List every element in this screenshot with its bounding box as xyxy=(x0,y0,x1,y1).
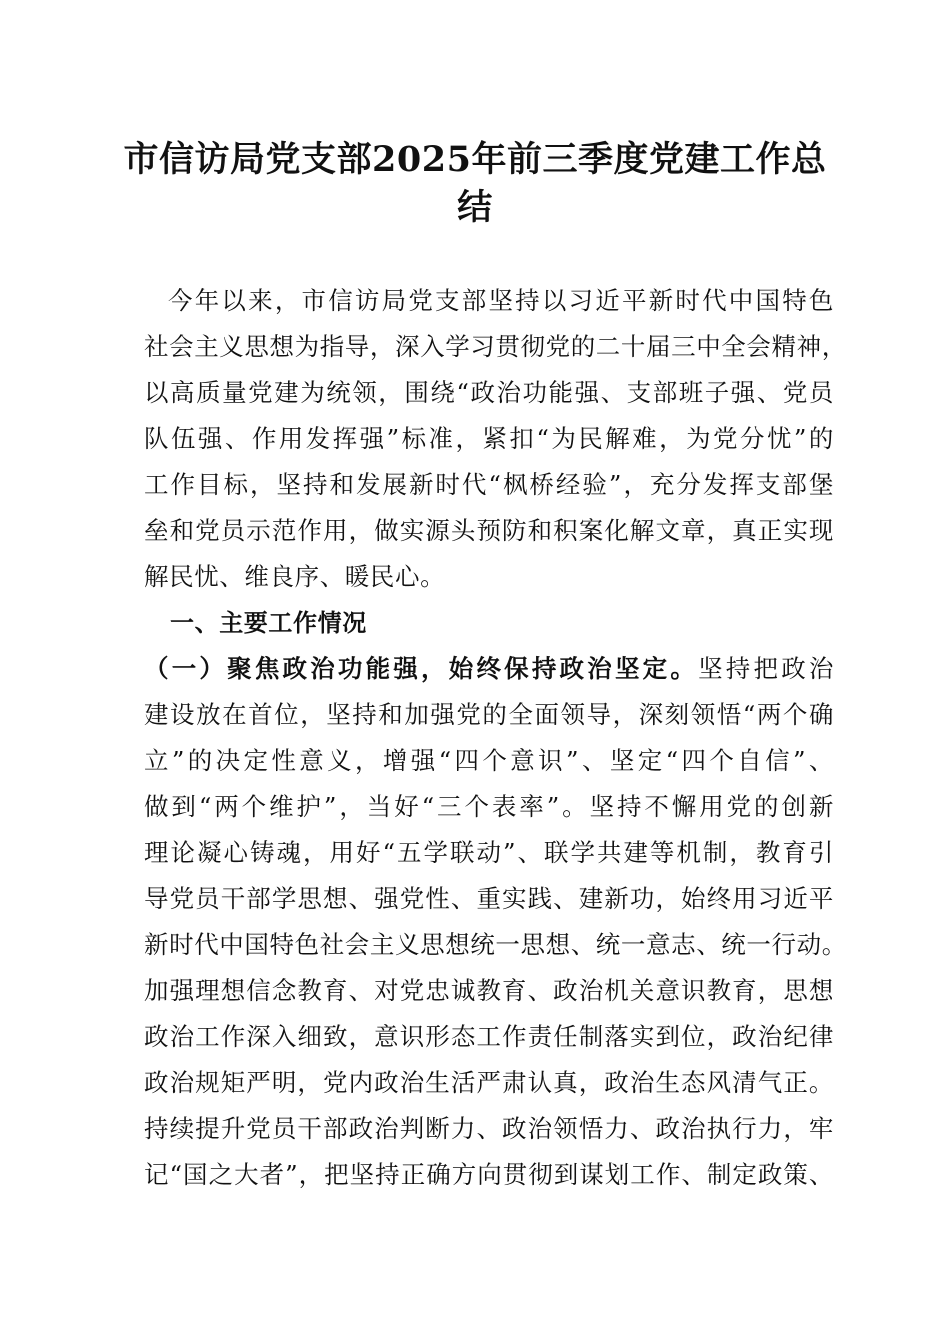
title-line-2: 结 xyxy=(457,187,493,228)
subsection-heading: （一）聚焦政治功能强，始终保持政治坚定。 xyxy=(144,654,699,683)
intro-line: 今年以来，市信访局党支部坚持以习近平新时代中国特色 xyxy=(168,286,834,315)
intro-line: 工作目标，坚持和发展新时代“枫桥经验”，充分发挥支部堡 xyxy=(144,470,834,499)
body-line: 做到“两个维护”，当好“三个表率”。坚持不懈用党的创新 xyxy=(144,792,834,821)
intro-line: 社会主义思想为指导，深入学习贯彻党的二十届三中全会精神， xyxy=(144,332,847,361)
body-line: 理论凝心铸魂，用好“五学联动”、联学共建等机制，教育引 xyxy=(144,838,834,867)
body-line: 持续提升党员干部政治判断力、政治领悟力、政治执行力，牢 xyxy=(144,1114,834,1143)
body-line: 政治工作深入细致，意识形态工作责任制落实到位，政治纪律 xyxy=(144,1022,834,1051)
body-line: 加强理想信念教育、对党忠诚教育、政治机关意识教育，思想 xyxy=(144,976,834,1005)
subsection-first-line xyxy=(144,646,834,692)
document-body xyxy=(144,278,847,1198)
intro-line: 解民忧、维良序、暖民心。 xyxy=(144,562,446,591)
body-line: 建设放在首位，坚持和加强党的全面领导，深刻领悟“两个确 xyxy=(144,700,834,729)
body-line: 立”的决定性意义，增强“四个意识”、坚定“四个自信”、 xyxy=(144,746,834,775)
section-heading: 一、主要工作情况 xyxy=(170,609,367,637)
body-line: 记“国之大者”，把坚持正确方向贯彻到谋划工作、制定政策、 xyxy=(144,1160,834,1189)
title-line-1: 市信访局党支部2025年前三季度党建工作总 xyxy=(123,139,827,180)
subsection-first-line-rest: 坚持把政治 xyxy=(698,654,835,683)
body-line: 导党员干部学思想、强党性、重实践、建新功，始终用习近平 xyxy=(144,884,834,913)
intro-line: 以高质量党建为统领，围绕“政治功能强、支部班子强、党员 xyxy=(144,378,834,407)
intro-line: 队伍强、作用发挥强”标准，紧扣“为民解难，为党分忧”的 xyxy=(144,424,834,453)
intro-line: 垒和党员示范作用，做实源头预防和积案化解文章，真正实现 xyxy=(144,516,834,545)
document-title xyxy=(120,136,830,232)
body-line: 新时代中国特色社会主义思想统一思想、统一意志、统一行动。 xyxy=(144,930,847,959)
body-line: 政治规矩严明，党内政治生活严肃认真，政治生态风清气正。 xyxy=(144,1068,834,1097)
